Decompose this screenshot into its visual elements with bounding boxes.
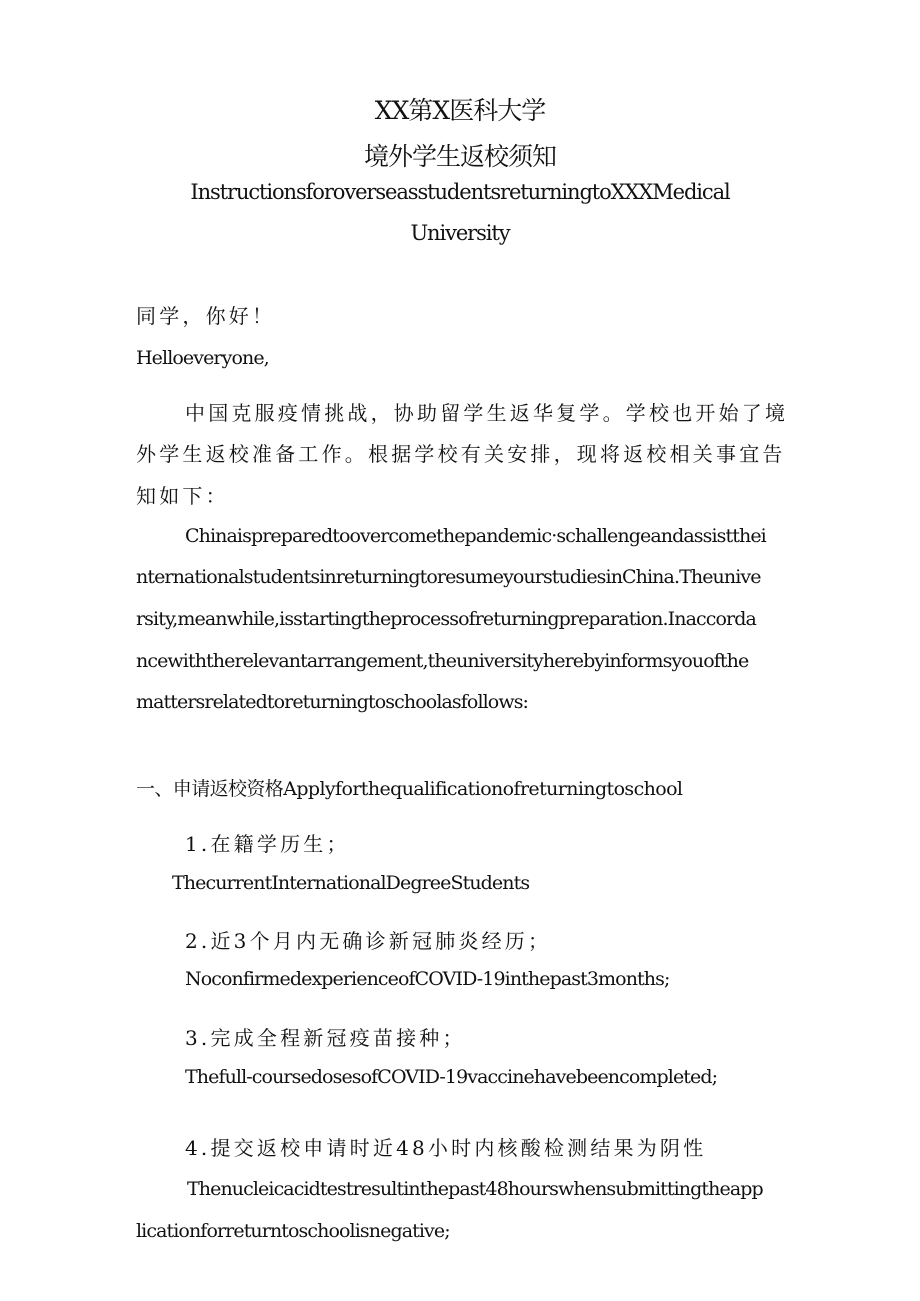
item-3-en: Thefull-coursedosesofCOVID-19vaccinehavebeencompleted; [185, 1066, 718, 1088]
english-title-line-2: University [410, 221, 510, 245]
intro-en-line: nternationalstudentsinreturningtoresumeyourstudiesinChina.Theunive [136, 566, 761, 588]
intro-en-line: ncewiththerelevantarrangement,theuniversityherebyinformsyouofthe [136, 650, 749, 672]
greeting-en: Helloeveryone, [136, 347, 269, 369]
intro-en-line: mattersrelatedtoreturningtoschoolasfollows: [136, 691, 529, 713]
english-title-line-1: InstructionsforoverseasstudentsreturningtoXXXMedical [190, 180, 730, 204]
section-1-heading: 一、申请返校资格Applyforthequalificationofreturningtoschool [136, 778, 683, 800]
intro-cn-line: 知如下： [136, 484, 229, 508]
page-title: 境外学生返校须知 [363, 142, 556, 171]
university-name: XX第X医科大学 [374, 96, 546, 125]
item-1-cn: 1.在籍学历生； [185, 832, 350, 856]
greeting-cn: 同学，你好！ [136, 304, 276, 328]
intro-en-line: rsity,meanwhile,isstartingtheprocessofreturningpreparation.Inaccorda [136, 608, 756, 630]
item-2-cn: 2.近3个月内无确诊新冠肺炎经历； [185, 929, 552, 953]
item-4-cn: 4.提交返校申请时近48小时内核酸检测结果为阴性 [185, 1136, 707, 1160]
intro-en-line: Chinaispreparedtoovercomethepandemic·schallengeandassistthei [185, 525, 766, 547]
item-2-en: NoconfirmedexperienceofCOVID-19inthepast3months; [185, 968, 670, 990]
item-4-en-line-1: Thenucleicacidtestresultinthepast48hourswhensubmittingtheapp [187, 1178, 763, 1200]
item-4-en-line-2: licationforreturntoschoolisnegative; [136, 1220, 450, 1242]
item-3-cn: 3.完成全程新冠疫苗接种； [185, 1026, 466, 1050]
intro-cn-line: 中国克服疫情挑战，协助留学生返华复学。学校也开始了境 [185, 401, 789, 425]
item-1-en: ThecurrentInternationalDegreeStudents [172, 872, 530, 894]
intro-cn-line: 外学生返校准备工作。根据学校有关安排，现将返校相关事宜告 [136, 442, 786, 466]
